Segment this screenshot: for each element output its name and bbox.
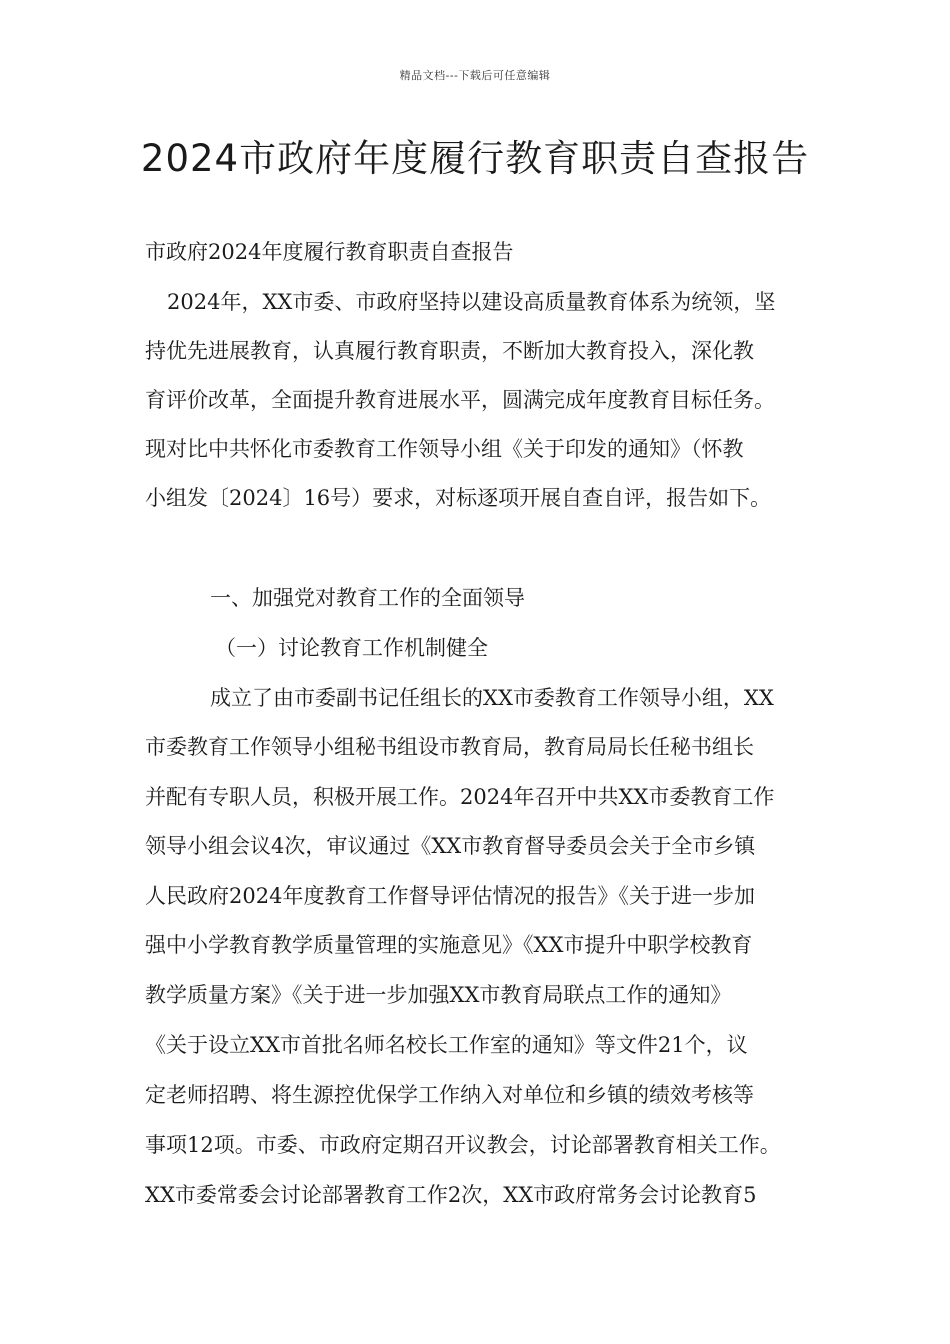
subsection-heading: （一）讨论教育工作机制健全 [215,636,488,660]
page-header-note: 精品文档---下载后可任意编辑 [399,69,551,82]
paragraph-line: 强中小学教育教学质量管理的实施意见》《XX市提升中职学校教育 [145,933,753,957]
paragraph-line: 小组发〔2024〕16号）要求，对标逐项开展自查自评，报告如下。 [145,486,772,510]
paragraph-line: XX市委常委会讨论部署教育工作2次，XX市政府常务会讨论教育5 [145,1183,757,1207]
paragraph-line: 并配有专职人员，积极开展工作。2024年召开中共XX市委教育工作 [145,785,775,809]
paragraph-line: 定老师招聘、将生源控优保学工作纳入对单位和乡镇的绩效考核等 [145,1083,754,1107]
paragraph-line: 育评价改革，全面提升教育进展水平，圆满完成年度教育目标任务。 [145,388,775,412]
paragraph-line: 现对比中共怀化市委教育工作领导小组《关于印发的通知》（怀教 [145,437,744,461]
paragraph-line: 2024年，XX市委、市政府坚持以建设高质量教育体系为统领，坚 [167,290,776,314]
document-title: 2024市政府年度履行教育职责自查报告 [140,137,810,180]
section-heading: 一、加强党对教育工作的全面领导 [210,586,525,610]
subtitle-line: 市政府2024年度履行教育职责自查报告 [145,240,514,264]
paragraph-line: 教学质量方案》《关于进一步加强XX市教育局联点工作的通知》 [145,983,732,1007]
paragraph-line: 人民政府2024年度教育工作督导评估情况的报告》《关于进一步加 [145,884,755,908]
paragraph-line: 市委教育工作领导小组秘书组设市教育局，教育局局长任秘书组长 [145,735,754,759]
paragraph-line: 《关于设立XX市首批名师名校长工作室的通知》等文件21个，议 [145,1033,748,1057]
paragraph-line: 事项12项。市委、市政府定期召开议教会，讨论部署教育相关工作。 [145,1133,781,1157]
paragraph-line: 领导小组会议4次，审议通过《XX市教育督导委员会关于全市乡镇 [145,834,756,858]
paragraph-line: 成立了由市委副书记任组长的XX市委教育工作领导小组，XX [210,686,774,710]
paragraph-line: 持优先进展教育，认真履行教育职责，不断加大教育投入，深化教 [145,339,754,363]
